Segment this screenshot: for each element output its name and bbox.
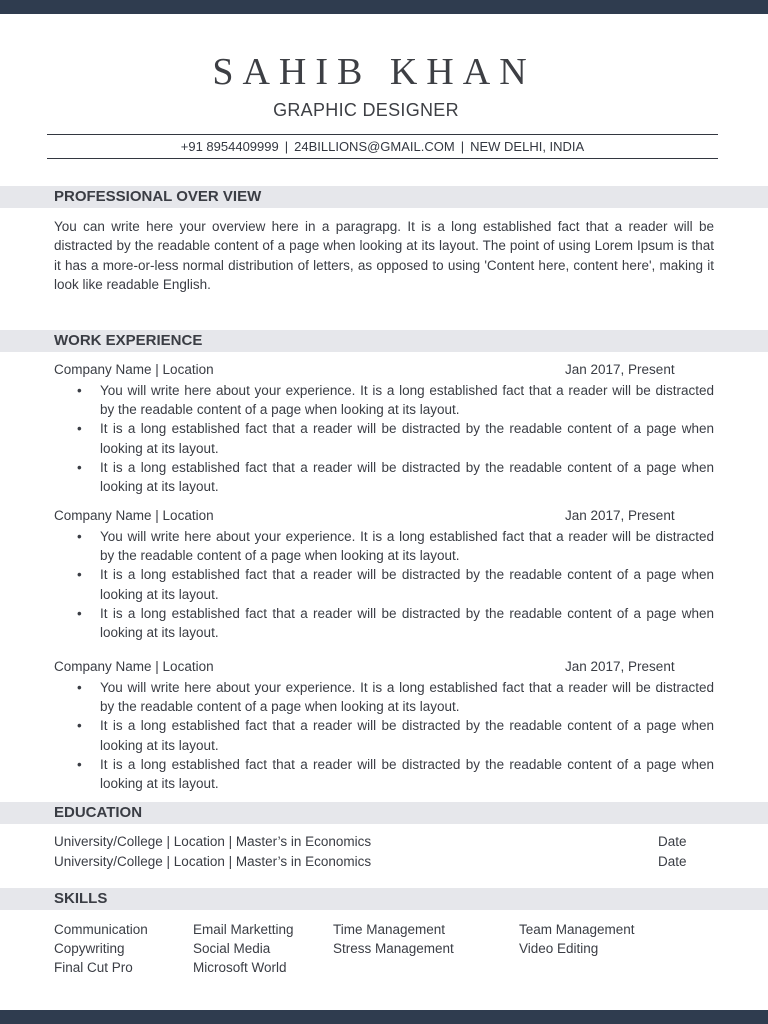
bullet-dot: • bbox=[77, 718, 82, 734]
bullet-dot: • bbox=[77, 680, 82, 695]
list-item: • It is a long established fact that a reader will be distracted by the readable content of a page when looking at its layout. bbox=[77, 421, 714, 456]
job-bullet-list bbox=[54, 381, 714, 496]
skill-item: Copywriting bbox=[54, 941, 125, 956]
list-item: • It is a long established fact that a reader will be distracted by the readable content of a page when looking at its layout. bbox=[77, 756, 714, 792]
job-company: Company Name | Location bbox=[54, 659, 214, 674]
job-header bbox=[54, 362, 714, 377]
bullet-dot: • bbox=[77, 756, 82, 772]
list-item: • It is a long established fact that a reader will be distracted by the readable content of a page when looking at its layout. bbox=[77, 605, 714, 641]
job-date: Jan 2017, Present bbox=[565, 659, 675, 674]
contact-separator: | bbox=[460, 139, 465, 154]
education-row bbox=[54, 834, 714, 849]
job-bullet-list bbox=[54, 527, 714, 642]
list-item: • It is a long established fact that a reader will be distracted by the readable content of a page when looking at its layout. bbox=[77, 459, 714, 495]
job-header bbox=[54, 508, 714, 523]
contact-location: NEW DELHI, INDIA bbox=[470, 139, 585, 154]
bottom-accent-bar bbox=[0, 1010, 768, 1024]
job-date: Jan 2017, Present bbox=[565, 362, 675, 377]
contact-separator: | bbox=[284, 139, 289, 154]
section-title: WORK EXPERIENCE bbox=[54, 332, 203, 349]
job-header bbox=[54, 659, 714, 674]
education-date: Date bbox=[658, 834, 687, 849]
skills-section-header bbox=[0, 888, 768, 910]
list-item: • It is a long established fact that a reader will be distracted by the readable content of a page when looking at its layout. bbox=[77, 567, 714, 602]
section-title: SKILLS bbox=[54, 890, 108, 907]
skill-item: Email Marketting bbox=[193, 922, 294, 937]
education-section-header bbox=[0, 802, 768, 824]
section-title: PROFESSIONAL OVER VIEW bbox=[54, 188, 262, 205]
bullet-dot: • bbox=[77, 567, 82, 583]
job-bullet-list bbox=[54, 678, 714, 793]
top-accent-bar bbox=[0, 0, 768, 14]
education-text: University/College | Location | Master’s in Economics bbox=[54, 834, 372, 849]
list-item: • You will write here about your experience. It is a long established fact that a reader will be distracted by the readable content of a page when looking at its layout. bbox=[77, 383, 714, 418]
bullet-dot: • bbox=[77, 605, 82, 621]
bullet-dot: • bbox=[77, 529, 82, 544]
bullet-dot: • bbox=[77, 459, 82, 475]
skill-item: Social Media bbox=[193, 941, 271, 956]
skill-item: Communication bbox=[54, 922, 148, 937]
job-date: Jan 2017, Present bbox=[565, 508, 675, 523]
skill-item: Video Editing bbox=[519, 941, 599, 956]
contact-top-rule bbox=[47, 134, 718, 135]
contact-line bbox=[47, 139, 718, 154]
overview-section-header bbox=[0, 186, 768, 208]
list-item: • You will write here about your experience. It is a long established fact that a reader will be distracted by the readable content of a page when looking at its layout. bbox=[77, 529, 714, 564]
contact-phone: +91 8954409999 bbox=[180, 139, 279, 154]
resume-name: SAHIB KHAN bbox=[212, 51, 536, 93]
resume-role: GRAPHIC DESIGNER bbox=[273, 100, 459, 120]
bullet-dot: • bbox=[77, 383, 82, 398]
list-item: • It is a long established fact that a reader will be distracted by the readable content of a page when looking at its layout. bbox=[77, 718, 714, 753]
contact-email: 24BILLIONS@GMAIL.COM bbox=[294, 139, 455, 154]
skill-item: Final Cut Pro bbox=[54, 960, 133, 975]
skill-item: Team Management bbox=[519, 922, 635, 937]
skill-item: Stress Management bbox=[333, 941, 454, 956]
skill-item: Microsoft World bbox=[193, 960, 287, 975]
education-date: Date bbox=[658, 854, 687, 869]
contact-bottom-rule bbox=[47, 158, 718, 159]
bullet-dot: • bbox=[77, 421, 82, 437]
section-title: EDUCATION bbox=[54, 804, 143, 821]
education-text: University/College | Location | Master’s in Economics bbox=[54, 854, 372, 869]
work-section-header bbox=[0, 330, 768, 352]
job-company: Company Name | Location bbox=[54, 508, 214, 523]
skill-item: Time Management bbox=[333, 922, 446, 937]
list-item: • You will write here about your experience. It is a long established fact that a reader will be distracted by the readable content of a page when looking at its layout. bbox=[77, 680, 714, 715]
overview-paragraph: You can write here your overview here in a paragrapg. It is a long established fact that a reader will be distracted by the readable content of a page when looking at its layout. The point of using Lorem Ipsum is that it has a more-or-less normal distribution of letters, as opposed to using 'Content here, content here', making it look like readable English. bbox=[54, 219, 714, 292]
job-company: Company Name | Location bbox=[54, 362, 214, 377]
education-row bbox=[54, 854, 714, 869]
